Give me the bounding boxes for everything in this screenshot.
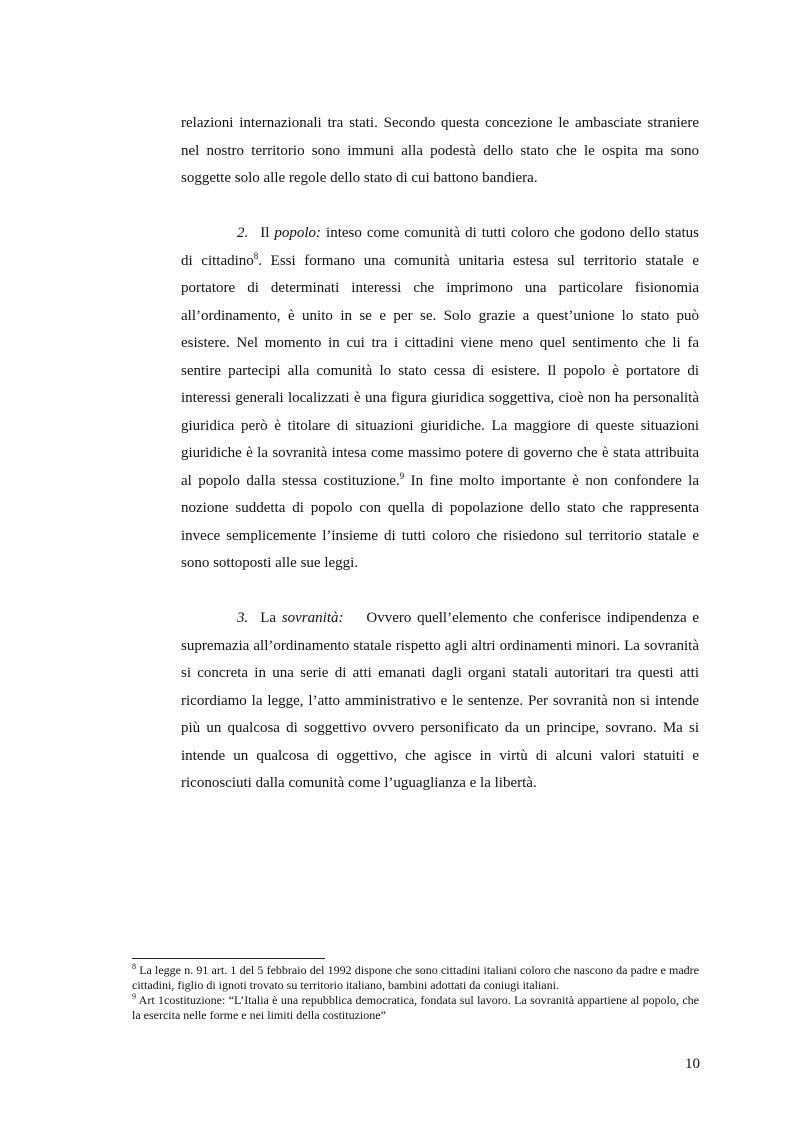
- footnotes: [132, 963, 699, 1023]
- list-number: 2.: [237, 225, 249, 241]
- item-text: Ovvero quell’elemento che conferisce indipendenza e supremazia all’ordinamento statale rispetto agli altri ordinamenti minori. La sovranità si concreta in una serie di atti emanati dagli organi statali autoritari tra questi atti ricordiamo la legge, l’atto amministrativo e le sentenze. Per sovranità non si intende più un qualcosa di soggettivo ovvero personificato da un principe, sovrano. Ma si intende un qualcosa di oggettivo, che agisce in virtù di alcuni valori statuiti e riconosciuti dalla comunità come l’uguaglianza e la libertà.: [181, 610, 700, 791]
- list-number: 3.: [237, 610, 249, 626]
- list-item-popolo: [181, 220, 699, 578]
- footnote-reference: 8: [253, 250, 259, 261]
- footnote-reference: 9: [399, 470, 405, 481]
- footnote-number: 9: [132, 992, 136, 1001]
- page-number: 10: [685, 1056, 700, 1072]
- footnote-text: Art 1costituzione: “L’Italia è una repubblica democratica, fondata sul lavoro. La sovranità appartiene al popolo, che la esercita nelle forme e nei limiti della costituzione”: [132, 993, 699, 1022]
- footnote-number: 8: [132, 962, 136, 971]
- item-text: inteso come comunità di tutti coloro che godono dello status di cittadino: [181, 225, 700, 269]
- footnote-text: La legge n. 91 art. 1 del 5 febbraio del 1992 dispone che sono cittadini italiani coloro che nascono da padre e madre cittadini, figlio di ignoti trovato su territorio italiano, bambini adottati da coniugi italiani.: [132, 963, 700, 992]
- footnote-separator: [132, 958, 325, 959]
- item-term: sovranità:: [281, 610, 344, 626]
- item-text: . Essi formano una comunità unitaria estesa sul territorio statale e portatore di determinati interessi che imprimono una particolare fisionomia all’ordinamento, è unito in se e per se. Solo grazie a quest’unione lo stato può esistere. Nel momento in cui tra i cittadini viene meno quel sentimento che li fa sentire partecipi alla comunità lo stato cessa di esistere. Il popolo è portatore di interessi generali localizzati è una figura giuridica soggettiva, cioè non ha personalità giuridica però è titolare di situazioni giuridiche. La maggiore di queste situazioni giuridiche è la sovranità intesa come massimo potere di governo che è stata attribuita al popolo dalla stessa costituzione.: [181, 252, 699, 489]
- item-text: In fine molto importante è non confondere la nozione suddetta di popolo con quella di popolazione dello stato che rappresenta invece semplicemente l’insieme di tutti coloro che risiedono sul territorio statale e sono sottoposti alle sue leggi.: [181, 472, 699, 571]
- item-term: popolo:: [274, 225, 322, 241]
- list-item-sovranita: [181, 605, 699, 798]
- item-lead-word: Il: [260, 225, 270, 241]
- item-lead-word: La: [260, 610, 277, 626]
- footnote-8: [132, 963, 699, 993]
- paragraph-continuation: relazioni internazionali tra stati. Secondo questa concezione le ambasciate straniere nel nostro territorio sono immuni alla podestà dello stato che le ospita ma sono soggette solo alle regole dello stato di cui battono bandiera.: [181, 115, 699, 186]
- footnote-9: [132, 993, 699, 1023]
